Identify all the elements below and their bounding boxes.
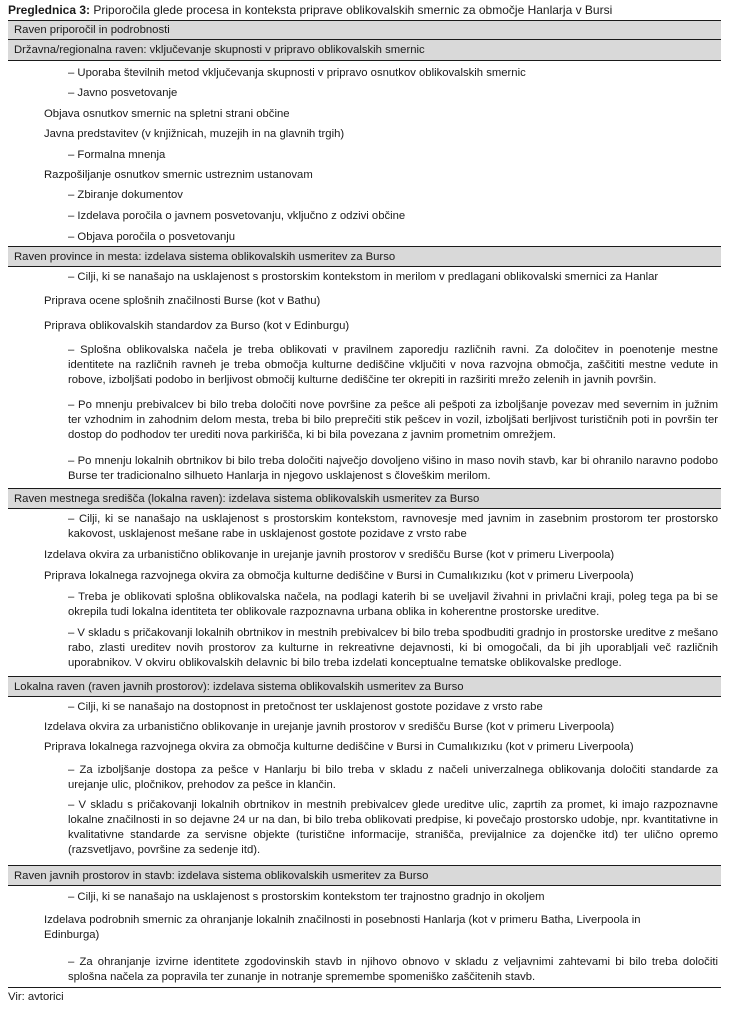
rule (8, 60, 721, 61)
paragraph: – Za izboljšanje dostopa za pešce v Hanlarju bi bilo treba v skladu z načeli univerzalnega oblikovanja določiti standarde za urejanje ulic, pločnikov, prehodov za pešce in klančin. (68, 764, 718, 791)
paragraph: – Splošna oblikovalska načela je treba oblikovati v pravilnem zaporedju različnih ravni. Za določitev in poenotenje mestne identitete na različnih ravneh je treba območja kulturne dediščine vključiti v nova razvojna območja, zaščititi mestne vedute in robove, izboljšati podobo in berljivost območij kulturne dediščine ter okrepiti in razširiti mrežo zelenih in javnih površin. (68, 344, 718, 386)
paragraph: – Po mnenju prebivalcev bi bilo treba določiti nove površine za pešce ali pešpoti za izboljšanje povezav med severnim in južnim ter vzhodnim in zahodnim delom mesta, treba bi bilo preprečiti stik pešcev in vozil, izboljšati berljivost turističnih poti in površin ter dostop do podhodov ter urediti nova parkirišča, ki bi bila povezana z javnim prometnim omrežjem. (68, 399, 718, 441)
paragraph: Izdelava podrobnih smernic za ohranjanje lokalnih značilnosti in posebnosti Hanlarja (kot v primeru Batha, Liverpoola in Edinburga) (44, 914, 641, 941)
paragraph: – Treba je oblikovati splošna oblikovalska načela, na podlagi katerih bi se uveljavil živahni in privlačni kraji, poleg tega pa bi se okrepila tudi lokalna identiteta ter oblikovale razpoznavna urbana oblika in koherentne prostorske ureditve. (68, 591, 718, 618)
list-item: – Formalna mnenja (68, 149, 166, 161)
list-item: – Zbiranje dokumentov (68, 189, 183, 201)
list-item: – Uporaba številnih metod vključevanja skupnosti v pripravo osnutkov oblikovalskih smernic (68, 67, 526, 79)
list-item: Priprava lokalnega razvojnega okvira za območja kulturne dediščine v Bursi in Cumalıkızıku (kot v primeru Liverpoola) (44, 741, 634, 753)
source-note: Vir: avtorici (8, 991, 64, 1003)
paragraph: – V skladu s pričakovanji lokalnih obrtnikov in mestnih prebivalcev glede ureditve ulic, zaprtih za promet, ki imajo razpoznavne lokalne značilnosti in so dejavne 24 ur na dan, bi bilo treba oblikovati predpise, ki povečajo prostorsko udobje, npr. kvantitativne in kvalitativne standarde za servisne objekte (turistične informacije, stranišča, previjalnice za dojenčke itd) ter ulično opremo (razsvetljavo, površine za sedenje itd). (68, 799, 718, 856)
caption-label: Preglednica 3: (8, 3, 91, 17)
list-item: Izdelava okvira za urbanistično oblikovanje in urejanje javnih prostorov v središču Burse (kot v primeru Liverpoola) (44, 721, 615, 733)
table-caption (8, 3, 612, 17)
list-item: Priprava oblikovalskih standardov za Burso (kot v Edinburgu) (44, 320, 350, 332)
list-item: Javna predstavitev (v knjižnicah, muzejih in na glavnih trgih) (44, 128, 345, 140)
section-heading: Raven mestnega središča (lokalna raven): izdelava sistema oblikovalskih usmeritev za Burso (14, 493, 480, 505)
caption-text: Priporočila glede procesa in konteksta priprave oblikovalskih smernic za območje Hanlarja v Bursi (90, 3, 613, 17)
paragraph: – Za ohranjanje izvirne identitete zgodovinskih stavb in njihovo obnovo v skladu z veljavnimi zahtevami bi bilo treba določiti splošna načela za popravila ter zunanje in notranje spremembe spomeniško zaščitenih stavb. (68, 956, 718, 983)
list-item: Objava osnutkov smernic na spletni strani občine (44, 108, 290, 120)
list-item: Priprava lokalnega razvojnega okvira za območja kulturne dediščine v Bursi in Cumalıkızıku (kot v primeru Liverpoola) (44, 570, 634, 582)
section-heading: Raven province in mesta: izdelava sistema oblikovalskih usmeritev za Burso (14, 251, 396, 263)
rule (8, 987, 721, 988)
list-item: – Cilji, ki se nanašajo na dostopnost in pretočnost ter usklajenost gostote pozidave z vrsto rabe (68, 701, 543, 713)
list-item: – Javno posvetovanje (68, 87, 178, 99)
paragraph: – Cilji, ki se nanašajo na usklajenost s prostorskim kontekstom, ravnovesje med javnim in zasebnim prostorom ter prostorsko kakovost, usklajenost mešane rabe in usklajenost gostote pozidave z vrsto rabe (68, 513, 718, 540)
section-heading: Državna/regionalna raven: vključevanje skupnosti v pripravo oblikovalskih smernic (14, 44, 425, 56)
section-heading: Lokalna raven (raven javnih prostorov): izdelava sistema oblikovalskih usmeritev za Burso (14, 681, 464, 693)
list-item: Razpošiljanje osnutkov smernic ustreznim ustanovam (44, 169, 313, 181)
column-header: Raven priporočil in podrobnosti (14, 24, 170, 36)
rule (8, 696, 721, 697)
list-item: Priprava ocene splošnih značilnosti Burse (kot v Bathu) (44, 295, 321, 307)
rule (8, 885, 721, 886)
rule (8, 266, 721, 267)
paragraph: – V skladu s pričakovanji lokalnih obrtnikov in mestnih prebivalcev bi bilo treba spodbuditi gradnjo in prostorske ureditve z mešano rabo, zlasti ureditev novih prostorov za kulturne in rekreativne dejavnosti, ki bi omogočali, da bi jih uporabljali več različnih uporabnikov. V okviru oblikovalskih delavnic bi bilo treba izdelati konceptualne tematske oblikovalske predloge. (68, 627, 718, 669)
section-heading: Raven javnih prostorov in stavb: izdelava sistema oblikovalskih usmeritev za Burso (14, 870, 429, 882)
list-item: Izdelava okvira za urbanistično oblikovanje in urejanje javnih prostorov v središču Burse (kot v primeru Liverpoola) (44, 549, 615, 561)
list-item: – Cilji, ki se nanašajo na usklajenost s prostorskim kontekstom in merilom v predlagani oblikovalski smernici za Hanlar (68, 271, 659, 283)
list-item: – Cilji, ki se nanašajo na usklajenost s prostorskim kontekstom ter trajnostno gradnjo in okoljem (68, 891, 545, 903)
list-item: – Objava poročila o posvetovanju (68, 231, 236, 243)
list-item: – Izdelava poročila o javnem posvetovanju, vključno z odzivi občine (68, 210, 406, 222)
rule (8, 508, 721, 509)
paragraph: – Po mnenju lokalnih obrtnikov bi bilo treba določiti največjo dovoljeno višino in maso novih stavb, kar bi ohranilo naravno podobo Burse ter tradicionalno silhueto Hanlarja in njegovo usklajenost s človeškim merilom. (68, 455, 718, 482)
